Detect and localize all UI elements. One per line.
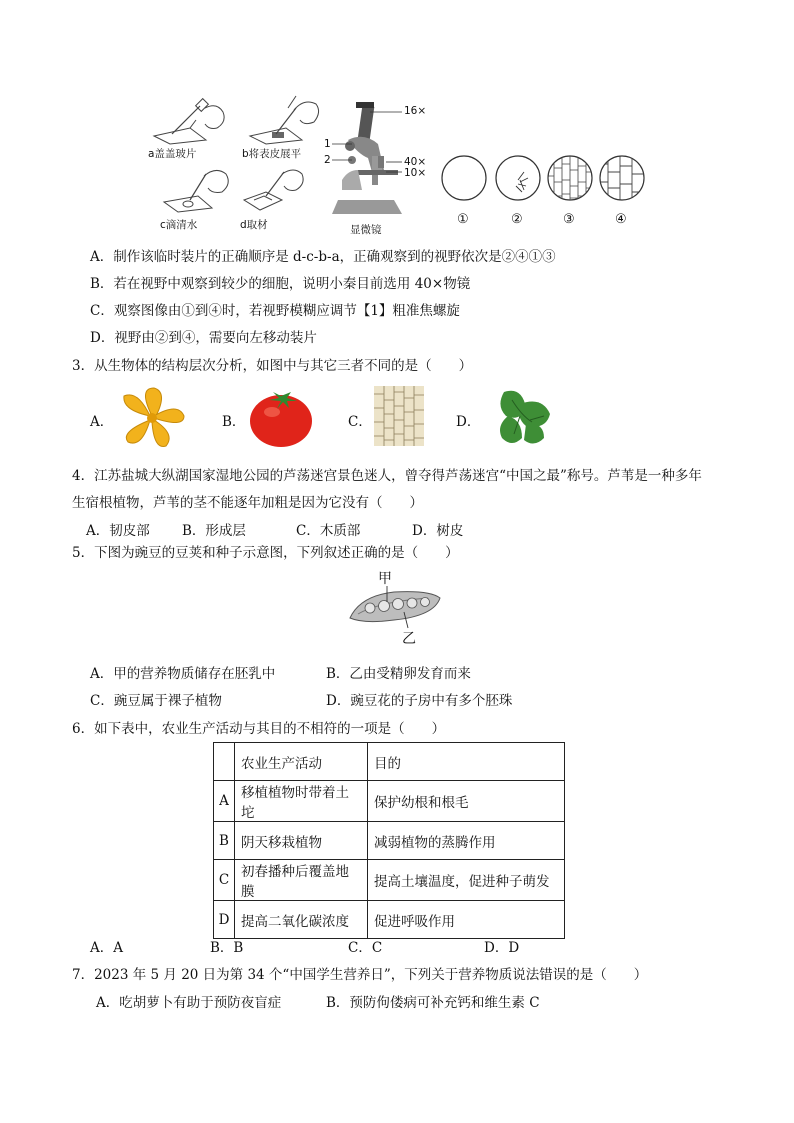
farm-activity-table [213, 742, 565, 939]
field-view-2 [494, 154, 542, 202]
field-view-1 [440, 154, 488, 202]
q4-option-b: B．形成层 [182, 523, 246, 539]
step-a-illustration [150, 98, 230, 146]
q4-stem-line-1: 4．江苏盐城大纵湖国家湿地公园的芦荡迷宫景色迷人，曾夺得芦荡迷宫“中国之最”称号。芦苇是一种多年 [72, 468, 702, 484]
q6-option-b: B．B [210, 940, 244, 956]
objective-high-magnification: 40× [404, 156, 427, 168]
pea-label-bottom: 乙 [402, 631, 416, 647]
q3-option-d-label: D． [456, 414, 481, 430]
table-cell: 初春播种后覆盖地膜 [235, 860, 368, 901]
table-cell: 提高土壤温度，促进种子萌发 [368, 860, 565, 901]
pea-pod-illustration [346, 586, 444, 628]
q2-option-c: C．观察图像由①到④时，若视野模糊应调节【1】粗准焦螺旋 [90, 303, 460, 319]
table-row [214, 860, 565, 901]
flower-image [116, 386, 190, 450]
q4-option-c: C．木质部 [296, 523, 361, 539]
field-view-2-label: ② [511, 212, 523, 227]
step-b-caption: b将表皮展平 [242, 148, 302, 160]
q7-option-a: A．吃胡萝卜有助于预防夜盲症 [96, 995, 282, 1011]
table-header-cell: 目的 [368, 743, 565, 781]
q5-option-c: C．豌豆属于裸子植物 [90, 693, 222, 709]
q7-option-b: B．预防佝偻病可补充钙和维生素 C [326, 995, 540, 1011]
table-cell: C [214, 860, 235, 901]
q7-stem: 7．2023 年 5 月 20 日为第 34 个“中国学生营养日”，下列关于营养物质说法错误的是（ ） [72, 967, 648, 983]
q4-option-d: D．树皮 [412, 523, 464, 539]
q5-option-d: D．豌豆花的子房中有多个胚珠 [326, 693, 513, 709]
microscope-leader-lines [330, 108, 410, 178]
q4-stem-line-2: 生宿根植物，芦苇的茎不能逐年加粗是因为它没有（ ） [72, 495, 423, 511]
step-d-caption: d取材 [240, 219, 268, 231]
eyepiece-magnification: 16× [404, 105, 427, 117]
table-cell: A [214, 781, 235, 822]
q2-option-b: B．若在视野中观察到较少的细胞，说明小秦目前选用 40×物镜 [90, 276, 471, 292]
q3-option-a-label: A． [90, 414, 114, 430]
q2-option-a: A．制作该临时装片的正确顺序是 d-c-b-a，正确观察到的视野依次是②④①③ [90, 249, 556, 265]
field-view-3 [546, 154, 594, 202]
cell-tissue-image [374, 386, 424, 446]
table-header-cell: 农业生产活动 [235, 743, 368, 781]
step-b-illustration [246, 96, 326, 146]
field-view-4-label: ④ [615, 212, 627, 227]
table-cell: 提高二氧化碳浓度 [235, 901, 368, 939]
table-cell: 移植植物时带着土坨 [235, 781, 368, 822]
table-cell: 促进呼吸作用 [368, 901, 565, 939]
table-row [214, 781, 565, 822]
microscope-caption: 显微镜 [350, 224, 382, 236]
leaf-image [490, 386, 558, 448]
table-header-row [214, 743, 565, 781]
table-cell: 减弱植物的蒸腾作用 [368, 822, 565, 860]
label-fine-knob: 2 [324, 154, 331, 166]
table-cell: 保护幼根和根毛 [368, 781, 565, 822]
table-header-cell [214, 743, 235, 781]
table-cell: D [214, 901, 235, 939]
step-d-illustration [236, 166, 316, 214]
q3-option-b-label: B． [222, 414, 246, 430]
tomato-image [248, 388, 314, 448]
step-a-caption: a盖盖玻片 [148, 148, 197, 160]
step-c-illustration [160, 166, 240, 214]
q6-option-d: D．D [484, 940, 520, 956]
field-view-4 [598, 154, 646, 202]
q3-stem: 3．从生物体的结构层次分析，如图中与其它三者不同的是（ ） [72, 358, 473, 374]
q2-option-d: D．视野由②到④，需要向左移动装片 [90, 330, 317, 346]
q3-option-c-label: C． [348, 414, 372, 430]
table-row [214, 822, 565, 860]
table-row [214, 901, 565, 939]
q5-option-a: A．甲的营养物质储存在胚乳中 [90, 666, 276, 682]
label-coarse-knob: 1 [324, 138, 331, 150]
objective-low-magnification: 10× [404, 167, 427, 179]
field-view-1-label: ① [457, 212, 469, 227]
q5-stem: 5．下图为豌豆的豆荚和种子示意图，下列叙述正确的是（ ） [72, 545, 459, 561]
step-c-caption: c滴清水 [160, 219, 198, 231]
q6-stem: 6．如下表中，农业生产活动与其目的不相符的一项是（ ） [72, 721, 446, 737]
q5-option-b: B．乙由受精卵发育而来 [326, 666, 471, 682]
table-cell: 阴天移栽植物 [235, 822, 368, 860]
field-view-3-label: ③ [563, 212, 575, 227]
q6-option-a: A．A [90, 940, 123, 956]
q4-option-a: A．韧皮部 [86, 523, 150, 539]
table-cell: B [214, 822, 235, 860]
q6-option-c: C．C [348, 940, 383, 956]
pea-label-top: 甲 [378, 571, 392, 587]
